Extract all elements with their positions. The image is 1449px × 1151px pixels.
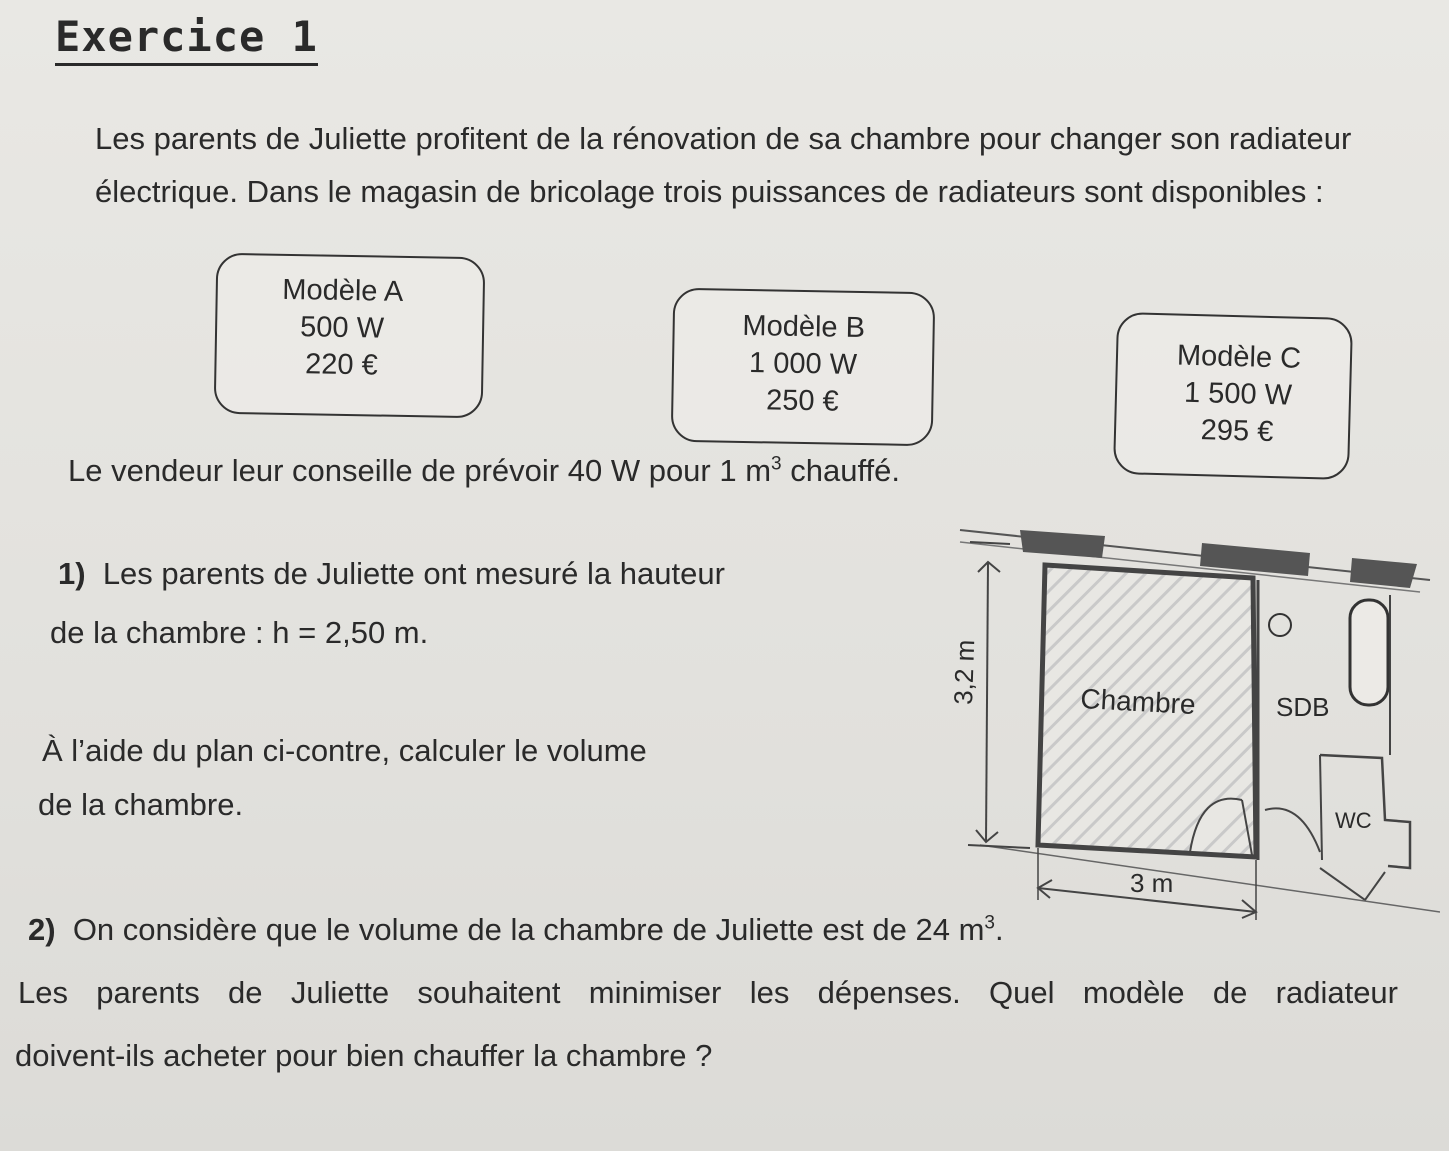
- question-1-line-1: 1) Les parents de Juliette ont mesuré la hauteur: [58, 556, 725, 591]
- model-b-box: [671, 288, 936, 447]
- bathroom-label: SDB: [1276, 692, 1330, 722]
- model-a-price: 220 €: [304, 348, 379, 382]
- model-c-name: Modèle C: [1176, 339, 1302, 375]
- model-b-price: 250 €: [765, 384, 839, 418]
- question-1-line-3: À l’aide du plan ci-contre, calculer le volume: [42, 733, 647, 768]
- question-1-line-4: de la chambre.: [38, 787, 244, 822]
- sink-icon: [1269, 614, 1291, 636]
- model-b-power: 1 000 W: [748, 347, 858, 381]
- question-2-line-3: doivent-ils acheter pour bien chauffer la chambre ?: [15, 1038, 713, 1073]
- model-c-price: 295 €: [1200, 414, 1274, 449]
- bedroom-label: Chambre: [1079, 683, 1197, 721]
- question-2-line-1: 2) On considère que le volume de la chambre de Juliette est de 24 $m^3$.: [28, 912, 1004, 947]
- seller-advice: Le vendeur leur conseille de prévoir 40 W pour 1 $m^3$ chauffé.: [68, 453, 900, 488]
- model-c-power: 1 500 W: [1183, 376, 1293, 412]
- wall-block-left: [1020, 530, 1105, 558]
- height-dimension-line: [986, 562, 988, 842]
- wall-block-middle: [1200, 543, 1310, 576]
- model-a-power: 500 W: [299, 311, 385, 345]
- wall-block-right: [1350, 558, 1417, 588]
- model-a-box: [214, 253, 486, 419]
- height-label: 3,2 m: [948, 639, 981, 706]
- width-label: 3 m: [1130, 868, 1174, 898]
- wc-door-arc: [1265, 808, 1320, 852]
- bathtub-icon: [1350, 600, 1388, 705]
- model-b-name: Modèle B: [742, 309, 866, 345]
- question-2-line-2: Les parents de Juliette souhaitent minimiser les dépenses. Quel modèle de radiateur: [18, 975, 1398, 1010]
- exercise-title: Exercice 1: [55, 12, 318, 66]
- model-a-name: Modèle A: [282, 273, 404, 308]
- wc-label: WC: [1335, 808, 1372, 833]
- question-2-number: 2): [28, 912, 56, 947]
- model-c-box: [1113, 312, 1353, 480]
- intro-paragraph: Les parents de Juliette profitent de la rénovation de sa chambre pour changer son radiateur électrique. Dans le magasin de bricolage trois puissances de radiateurs sont disponibles :: [95, 121, 1352, 209]
- question-1-number: 1): [58, 556, 86, 591]
- question-1-line-2: de la chambre : h = 2,50 m.: [50, 615, 429, 650]
- floor-plan: [920, 500, 1440, 930]
